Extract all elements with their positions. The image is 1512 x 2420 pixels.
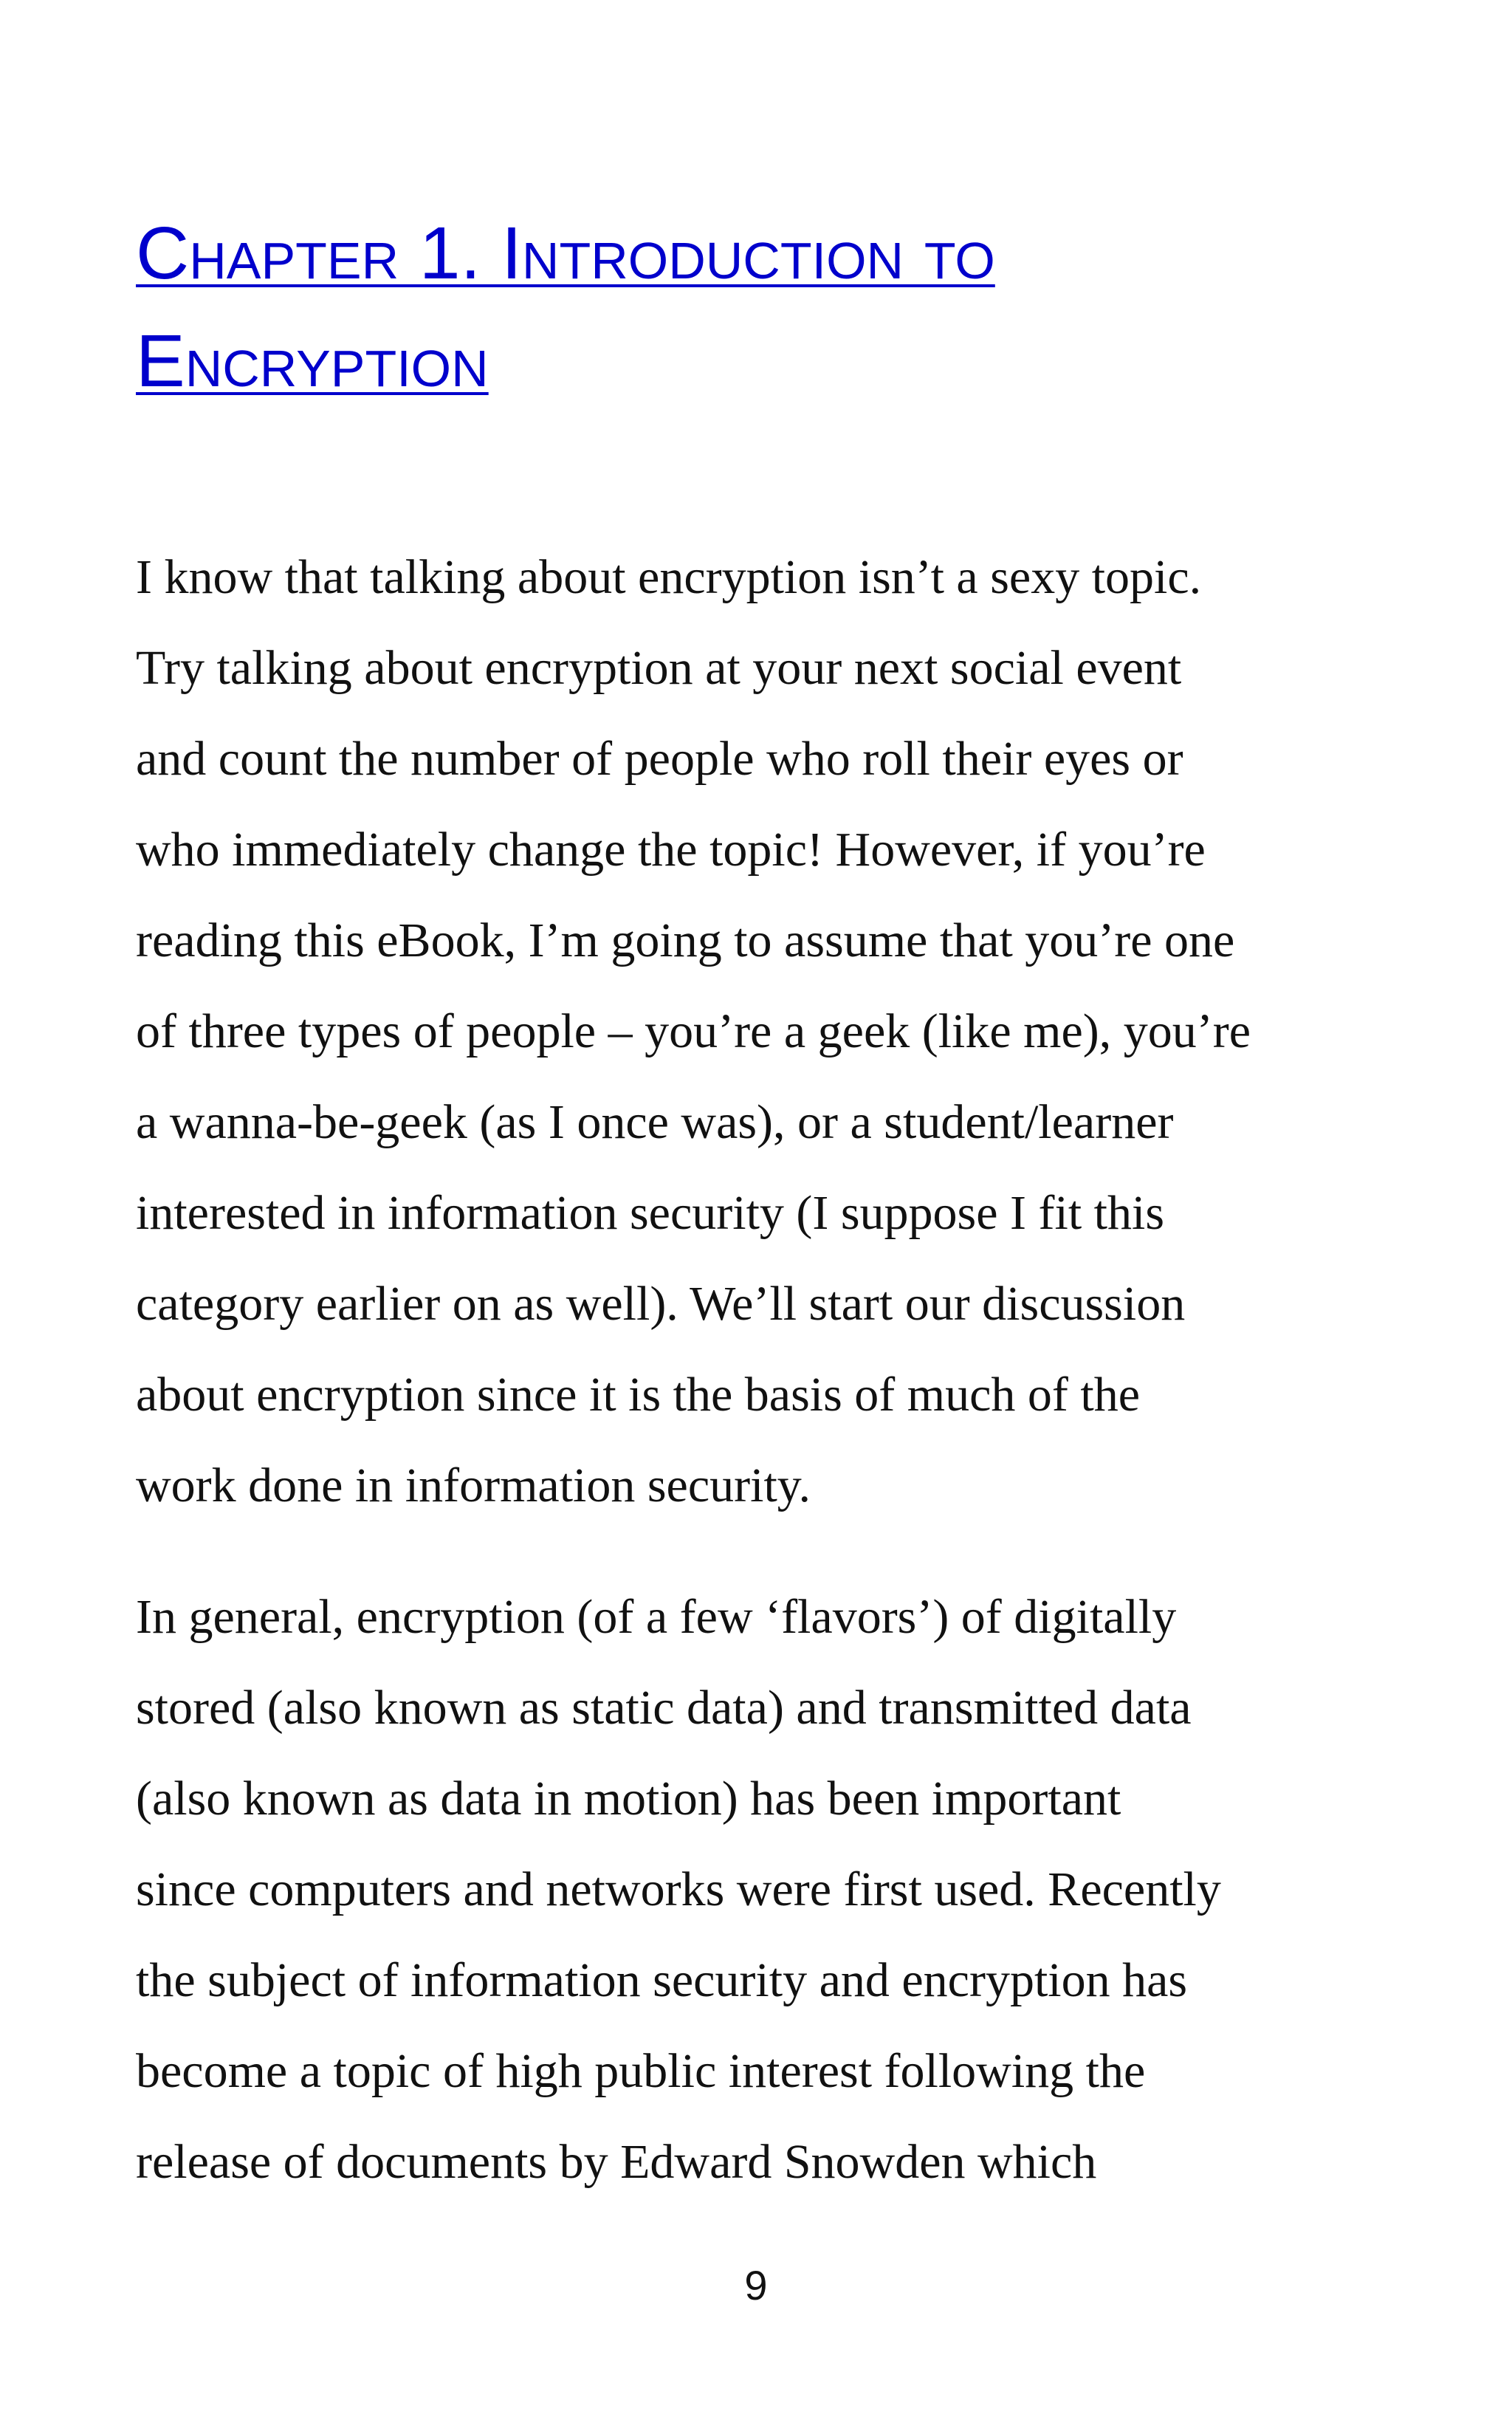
paragraph-line: category earlier on as well). We’ll start our discussion xyxy=(136,1277,1186,1331)
chapter-heading-line-2: Encryption xyxy=(136,320,489,402)
paragraph-line: work done in information security. xyxy=(136,1458,811,1512)
chapter-heading-line-1: Chapter 1. Introduction to xyxy=(136,212,995,295)
paragraph-line: a wanna-be-geek (as I once was), or a student/learner xyxy=(136,1095,1174,1149)
paragraph-1 xyxy=(136,532,1406,1531)
paragraph-line: Try talking about encryption at your next social event xyxy=(136,641,1182,695)
chapter-heading-link[interactable] xyxy=(136,199,1391,415)
paragraph-line: become a topic of high public interest following the xyxy=(136,2044,1146,2098)
paragraph-line: and count the number of people who roll their eyes or xyxy=(136,732,1183,786)
paragraph-line: interested in information security (I suppose I fit this xyxy=(136,1186,1165,1240)
paragraph-line: the subject of information security and encryption has xyxy=(136,1953,1188,2007)
paragraph-line: who immediately change the topic! However, if you’re xyxy=(136,823,1206,877)
paragraph-line: (also known as data in motion) has been important xyxy=(136,1772,1121,1826)
page-number: 9 xyxy=(744,2262,768,2308)
paragraph-line: of three types of people – you’re a geek (like me), you’re xyxy=(136,1004,1251,1058)
paragraph-line: reading this eBook, I’m going to assume that you’re one xyxy=(136,914,1235,967)
paragraph-line: stored (also known as static data) and transmitted data xyxy=(136,1681,1192,1735)
paragraph-2 xyxy=(136,1571,1406,2207)
paragraph-line: since computers and networks were first used. Recently xyxy=(136,1862,1221,1916)
paragraph-line: about encryption since it is the basis of much of the xyxy=(136,1368,1141,1422)
paragraph-line: release of documents by Edward Snowden which xyxy=(136,2135,1097,2189)
paragraph-line: In general, encryption (of a few ‘flavors’) of digitally xyxy=(136,1590,1177,1644)
paragraph-line: I know that talking about encryption isn’t a sexy topic. xyxy=(136,550,1202,604)
